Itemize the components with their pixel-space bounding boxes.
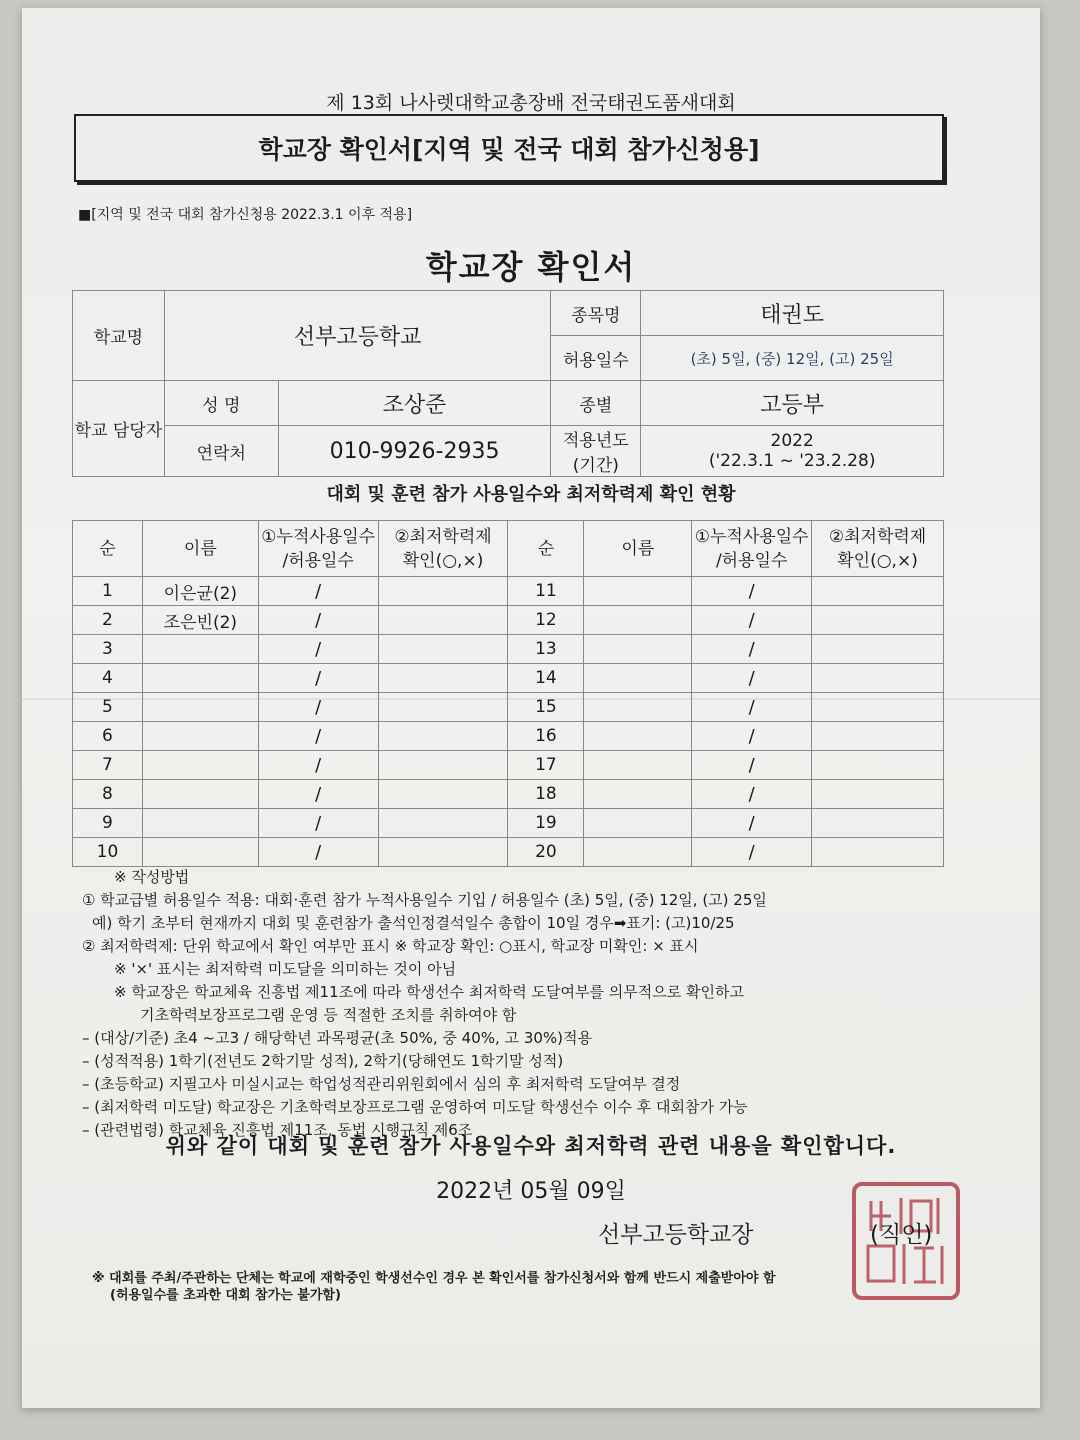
allowed-days-label: 허용일수 xyxy=(551,336,641,381)
cell-left-days: / xyxy=(258,722,378,751)
table-row xyxy=(73,722,944,751)
cell-right-min xyxy=(812,693,944,722)
athlete-table-header xyxy=(73,521,944,577)
manager-label: 학교 담당자 xyxy=(73,381,165,477)
cell-left-name xyxy=(142,809,258,838)
athletes-heading: 대회 및 훈련 참가 사용일수와 최저학력제 확인 현황 xyxy=(326,484,736,505)
cell-right-days: / xyxy=(692,577,812,606)
division-value: 고등부 xyxy=(641,381,944,426)
cell-left-min xyxy=(378,722,508,751)
cell-right-name xyxy=(584,838,692,867)
name-value: 조상준 xyxy=(278,381,551,426)
confirmation-statement: 위와 같이 대회 및 훈련 참가 사용일수와 최저학력 관련 내용을 확인합니다. xyxy=(165,1134,897,1158)
cell-left-name xyxy=(142,722,258,751)
athlete-rows xyxy=(73,577,944,867)
cell-left-days: / xyxy=(258,635,378,664)
instruction-line: ① 학교급별 허용일수 적용: 대회·훈련 참가 누적사용일수 기입 / 허용일수 (초) 5일, (중) 12일, (고) 25일 xyxy=(82,891,767,909)
athlete-table xyxy=(72,520,944,867)
instruction-line: 예) 학기 초부터 현재까지 대회 및 훈련참가 출석인정결석일수 총합이 10일 경우➡표기: (고)10/25 xyxy=(92,914,735,932)
cell-right-no: 20 xyxy=(508,838,584,867)
cell-right-name xyxy=(584,751,692,780)
col-days-right: ①누적사용일수 /허용일수 xyxy=(692,521,812,577)
school-name-value: 선부고등학교 xyxy=(164,291,551,381)
cell-right-days: / xyxy=(692,751,812,780)
cell-right-no: 19 xyxy=(508,809,584,838)
footnote-line: ※ 대회를 주최/주관하는 단체는 학교에 재학중인 학생선수인 경우 본 확인서를 참가신청서와 함께 반드시 제출받아야 함 xyxy=(92,1271,776,1286)
event-value: 태권도 xyxy=(641,291,944,336)
year-cell xyxy=(641,426,944,477)
cell-right-days: / xyxy=(692,606,812,635)
allowed-days-value: (초) 5일, (중) 12일, (고) 25일 xyxy=(641,336,944,381)
cell-left-days: / xyxy=(258,780,378,809)
instruction-line: – (초등학교) 지필고사 미실시교는 학업성적관리위원회에서 심의 후 최저학력 도달여부 결정 xyxy=(82,1075,681,1093)
name-label: 성 명 xyxy=(164,381,278,426)
cell-right-no: 11 xyxy=(508,577,584,606)
cell-left-no: 10 xyxy=(73,838,143,867)
cell-left-min xyxy=(378,606,508,635)
cell-left-name xyxy=(142,635,258,664)
instruction-line: ② 최저학력제: 단위 학교에서 확인 여부만 표시 ※ 학교장 확인: ○표시, 학교장 미확인: × 표시 xyxy=(82,937,699,955)
cell-left-no: 9 xyxy=(73,809,143,838)
cell-right-days: / xyxy=(692,635,812,664)
cell-right-no: 16 xyxy=(508,722,584,751)
cell-right-days: / xyxy=(692,722,812,751)
cell-right-days: / xyxy=(692,693,812,722)
table-row xyxy=(73,664,944,693)
col-no: 순 xyxy=(73,521,143,577)
instruction-line: ※ 학교장은 학교체육 진흥법 제11조에 따라 학생선수 최저학력 도달여부를 의무적으로 확인하고 xyxy=(114,983,744,1001)
seal-label: (직인) xyxy=(870,1222,933,1248)
cell-left-days: / xyxy=(258,693,378,722)
table-row xyxy=(73,751,944,780)
cell-right-min xyxy=(812,664,944,693)
cell-right-name xyxy=(584,577,692,606)
cell-right-name xyxy=(584,780,692,809)
cell-right-name xyxy=(584,635,692,664)
col-days: ①누적사용일수 /허용일수 xyxy=(258,521,378,577)
cell-right-name xyxy=(584,664,692,693)
cell-left-min xyxy=(378,780,508,809)
cell-right-min xyxy=(812,838,944,867)
cell-left-days: / xyxy=(258,838,378,867)
cell-right-no: 14 xyxy=(508,664,584,693)
cell-left-name xyxy=(142,664,258,693)
cell-left-no: 6 xyxy=(73,722,143,751)
instructions xyxy=(82,866,962,1142)
cell-left-min xyxy=(378,635,508,664)
col-no-right: 순 xyxy=(508,521,584,577)
cell-right-days: / xyxy=(692,809,812,838)
top-note: ■[지역 및 전국 대회 참가신청용 2022.3.1 이후 적용] xyxy=(78,207,413,223)
cell-left-no: 7 xyxy=(73,751,143,780)
instruction-line: – (최저학력 미도달) 학교장은 기초학력보장프로그램 운영하여 미도달 학생선수 이수 후 대회참가 가능 xyxy=(82,1098,748,1116)
cell-right-no: 17 xyxy=(508,751,584,780)
cell-left-days: / xyxy=(258,664,378,693)
principal-name: 선부고등학교장 xyxy=(598,1222,754,1248)
period-value: ('22.3.1 ~ '23.2.28) xyxy=(708,451,876,471)
contact-value: 010-9926-2935 xyxy=(278,426,551,477)
cell-right-no: 18 xyxy=(508,780,584,809)
division-label: 종별 xyxy=(551,381,641,426)
cell-left-no: 2 xyxy=(73,606,143,635)
cell-right-name xyxy=(584,693,692,722)
cell-left-min xyxy=(378,664,508,693)
table-row xyxy=(73,635,944,664)
cell-left-min xyxy=(378,693,508,722)
cell-left-days: / xyxy=(258,606,378,635)
cell-left-name xyxy=(142,751,258,780)
cell-right-no: 15 xyxy=(508,693,584,722)
cell-left-name xyxy=(142,693,258,722)
cell-left-no: 4 xyxy=(73,664,143,693)
cell-left-min xyxy=(378,751,508,780)
instruction-line: 기초학력보장프로그램 운영 등 적절한 조치를 취하여야 함 xyxy=(140,1006,517,1024)
table-row xyxy=(73,780,944,809)
cell-left-days: / xyxy=(258,751,378,780)
cell-right-min xyxy=(812,635,944,664)
cell-right-name xyxy=(584,809,692,838)
year-value: 2022 xyxy=(770,431,814,451)
table-row xyxy=(73,693,944,722)
competition-title: 제 13회 나사렛대학교총장배 전국태권도품새대회 xyxy=(326,92,736,114)
cell-right-min xyxy=(812,809,944,838)
cell-right-no: 13 xyxy=(508,635,584,664)
cell-right-min xyxy=(812,780,944,809)
footnote-line: (허용일수를 초과한 대회 참가는 불가함) xyxy=(110,1288,341,1303)
cell-left-no: 8 xyxy=(73,780,143,809)
confirmation-date: 2022년 05월 09일 xyxy=(436,1179,626,1204)
cell-right-min xyxy=(812,606,944,635)
school-info-table xyxy=(72,290,944,477)
instruction-line: ※ '×' 표시는 최저학력 미도달을 의미하는 것이 아님 xyxy=(114,960,457,978)
cell-left-name: 이은균(2) xyxy=(142,577,258,606)
cell-right-name xyxy=(584,606,692,635)
main-title: 학교장 확인서 xyxy=(425,248,637,286)
cell-right-days: / xyxy=(692,838,812,867)
cell-right-name xyxy=(584,722,692,751)
school-name-label: 학교명 xyxy=(73,291,165,381)
table-row xyxy=(73,838,944,867)
col-min: ②최저학력제 확인(○,×) xyxy=(378,521,508,577)
cell-left-name xyxy=(142,838,258,867)
cell-left-days: / xyxy=(258,809,378,838)
table-row xyxy=(73,577,944,606)
instructions-header: ※ 작성방법 xyxy=(114,868,190,886)
cell-left-no: 1 xyxy=(73,577,143,606)
box-title: 학교장 확인서[지역 및 전국 대회 참가신청용] xyxy=(74,114,944,182)
table-row xyxy=(73,809,944,838)
cell-right-days: / xyxy=(692,664,812,693)
instruction-line: – (대상/기준) 초4 ~고3 / 해당학년 과목평균(초 50%, 중 40%, 고 30%)적용 xyxy=(82,1029,592,1047)
cell-right-days: / xyxy=(692,780,812,809)
col-name: 이름 xyxy=(142,521,258,577)
footnote xyxy=(92,1270,992,1304)
cell-right-min xyxy=(812,577,944,606)
cell-left-min xyxy=(378,838,508,867)
cell-left-no: 5 xyxy=(73,693,143,722)
event-label: 종목명 xyxy=(551,291,641,336)
document-paper xyxy=(22,8,1040,1408)
instruction-line: – (성적적용) 1학기(전년도 2학기말 성적), 2학기(당해연도 1학기말 성적) xyxy=(82,1052,564,1070)
cell-right-min xyxy=(812,722,944,751)
cell-left-min xyxy=(378,577,508,606)
instruction-line: – (관련법령) 학교체육 진흥법 제11조, 동법 시행규칙 제6조 xyxy=(82,1121,473,1139)
col-min-right: ②최저학력제 확인(○,×) xyxy=(812,521,944,577)
cell-left-min xyxy=(378,809,508,838)
cell-left-no: 3 xyxy=(73,635,143,664)
cell-left-name: 조은빈(2) xyxy=(142,606,258,635)
cell-right-no: 12 xyxy=(508,606,584,635)
cell-right-min xyxy=(812,751,944,780)
year-label: 적용년도 (기간) xyxy=(551,426,641,477)
cell-left-days: / xyxy=(258,577,378,606)
col-name-right: 이름 xyxy=(584,521,692,577)
contact-label: 연락처 xyxy=(164,426,278,477)
table-row xyxy=(73,606,944,635)
cell-left-name xyxy=(142,780,258,809)
